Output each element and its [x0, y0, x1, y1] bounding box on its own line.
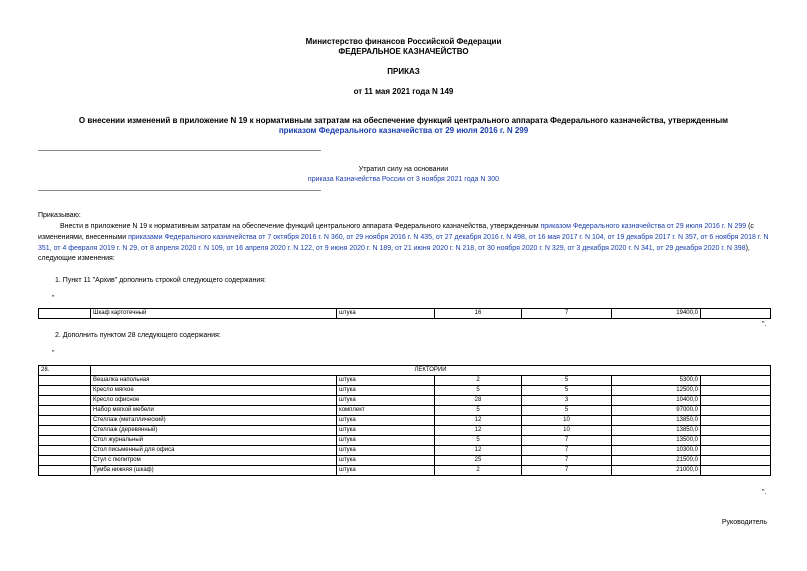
table-cell — [39, 376, 91, 386]
signature: Руководитель — [721, 519, 767, 526]
table-cell: 7 — [522, 456, 612, 466]
table-cell: 10400,0 — [612, 396, 701, 406]
close-quote: ". — [762, 321, 767, 328]
paragraph-1 — [38, 222, 770, 265]
table-cell: штука — [337, 396, 435, 406]
table-cell: Кресло офисное — [91, 396, 337, 406]
table-cell: 13850,0 — [612, 416, 701, 426]
table-cell: комплект — [337, 406, 435, 416]
table-cell: 5 — [522, 386, 612, 396]
table-cell — [39, 436, 91, 446]
status-note-line1: Утратил силу на основании — [358, 166, 449, 173]
table-row — [39, 466, 771, 476]
table-cell — [39, 396, 91, 406]
table-cell — [39, 446, 91, 456]
divider — [38, 190, 321, 191]
table-cell: 16 — [435, 309, 522, 319]
treasury-name: ФЕДЕРАЛЬНОЕ КАЗНАЧЕЙСТВО — [338, 47, 469, 56]
table-lectorium — [38, 365, 771, 476]
table-cell: штука — [337, 376, 435, 386]
table-cell: Кресло мягкое — [91, 386, 337, 396]
open-quote: " — [52, 295, 55, 302]
table-row — [39, 396, 771, 406]
table-cell: 13500,0 — [612, 436, 701, 446]
table-cell — [701, 309, 771, 319]
section-number: 28. — [39, 366, 91, 376]
divider — [38, 150, 321, 151]
table-cell: 10 — [522, 416, 612, 426]
table-cell: 10 — [522, 426, 612, 436]
table-cell: Стеллаж (металлический) — [91, 416, 337, 426]
table-row — [39, 436, 771, 446]
table-cell: 21500,0 — [612, 456, 701, 466]
table-cell — [39, 426, 91, 436]
table-cell: штука — [337, 436, 435, 446]
table-cell — [701, 436, 771, 446]
table-row — [39, 309, 771, 319]
table-row — [39, 416, 771, 426]
doc-title: О внесении изменений в приложение N 19 к нормативным затратам на обеспечение функций центрального аппарата Федерального казначейства, утвержденным — [78, 116, 729, 125]
table-cell: 97000,0 — [612, 406, 701, 416]
close-quote: ". — [762, 489, 767, 496]
ministry-name: Министерство финансов Российской Федерации — [305, 37, 502, 46]
table-cell: штука — [337, 309, 435, 319]
table-cell — [701, 466, 771, 476]
table-cell: 5 — [522, 376, 612, 386]
table-cell: Вешалка напольная — [91, 376, 337, 386]
table-row — [39, 426, 771, 436]
table-cell: 5 — [435, 436, 522, 446]
table-cell: штука — [337, 416, 435, 426]
table-cell: 2 — [435, 376, 522, 386]
table-cell: Стул с пюпитром — [91, 456, 337, 466]
table-cell: 13850,0 — [612, 426, 701, 436]
table-cell: 3 — [522, 396, 612, 406]
table-cell: Стеллаж (деревянный) — [91, 426, 337, 436]
table-cell: штука — [337, 386, 435, 396]
table-cell: 7 — [522, 446, 612, 456]
order-word: Приказываю: — [38, 212, 81, 219]
table-cell — [39, 456, 91, 466]
table-cell: 7 — [522, 436, 612, 446]
table-row — [39, 376, 771, 386]
item-1: 1. Пункт 11 "Архив" дополнить строкой следующего содержания: — [55, 277, 267, 284]
table-cell — [701, 446, 771, 456]
table-cell: 5 — [435, 386, 522, 396]
table-cell: Стол журнальный — [91, 436, 337, 446]
section-title: ЛЕКТОРИЙ — [91, 366, 771, 376]
table-cell: Тумба нижняя (шкаф) — [91, 466, 337, 476]
table-cell: 28 — [435, 396, 522, 406]
table-row — [39, 366, 771, 376]
table-cell: 25 — [435, 456, 522, 466]
table-cell: Набор мягкой мебели — [91, 406, 337, 416]
table-cell: штука — [337, 456, 435, 466]
doc-title-link[interactable]: приказом Федерального казначейства от 29 июля 2016 г. N 299 — [278, 126, 529, 135]
order-link[interactable]: приказом Федерального казначейства от 29 июля 2016 г. N 299 — [540, 223, 747, 230]
amendments-link[interactable]: приказами Федерального казначейства от 7 октября 2016 г. N 360, от 29 ноября 2016 г. N 435, от 27 декабря 2016 г. N 498, от 16 мая 2017 г. N 104, от 19 декабря 2017 г. N 357, от 6 ноября 2018 г. N 351, от 4 февраля 2019 г. N 29, от 8 апреля 2020 г. N 109, от 16 апреля 2020 г. N 122, от 9 июня 2020 г. N 189, от 21 июня 2020 г. N 218, от 30 ноября 2020 г. N 329, от 3 декабря 2020 г. N 341, от 29 декабря 2020 г. N 398 — [38, 233, 769, 252]
table-cell: 7 — [522, 309, 612, 319]
paragraph-text: ), следующие изменения: — [38, 244, 750, 263]
table-cell: 10300,0 — [612, 446, 701, 456]
table-row — [39, 446, 771, 456]
table-cell: 2 — [435, 466, 522, 476]
table-cell — [701, 416, 771, 426]
table-row — [39, 386, 771, 396]
paragraph-text: (с изменениями, внесенными — [38, 223, 754, 241]
table-cell: 7 — [522, 466, 612, 476]
table-row — [39, 406, 771, 416]
table-cell — [39, 309, 91, 319]
doc-date-number: от 11 мая 2021 года N 149 — [353, 87, 454, 96]
table-cell: 19400,0 — [612, 309, 701, 319]
paragraph-text: Внести в приложение N 19 к нормативным затратам на обеспечение функций центрального аппарата Федерального казначейства, утвержденным — [60, 223, 541, 230]
table-cell: 5 — [522, 406, 612, 416]
item-2: 2. Дополнить пунктом 28 следующего содержания: — [55, 332, 221, 339]
doc-type: ПРИКАЗ — [387, 67, 420, 76]
status-note-link[interactable]: приказа Казначейства России от 3 ноября 2021 года N 300 — [307, 176, 500, 183]
table-cell: 12500,0 — [612, 386, 701, 396]
table-cell: 12 — [435, 416, 522, 426]
table-row — [39, 456, 771, 466]
table-cell: штука — [337, 446, 435, 456]
table-cell — [39, 406, 91, 416]
table-cell: штука — [337, 426, 435, 436]
table-cell: 5300,0 — [612, 376, 701, 386]
table-cell — [701, 386, 771, 396]
table-cell — [701, 406, 771, 416]
open-quote: " — [52, 350, 55, 357]
table-cell: штука — [337, 466, 435, 476]
table-cell — [39, 466, 91, 476]
table-cell — [701, 456, 771, 466]
table-cell — [701, 396, 771, 406]
table-cell: 21000,0 — [612, 466, 701, 476]
table-cell — [39, 386, 91, 396]
table-cell: 12 — [435, 426, 522, 436]
table-cell — [701, 426, 771, 436]
table-cell: 5 — [435, 406, 522, 416]
table-cell: Стол письменный для офиса — [91, 446, 337, 456]
table-cell — [701, 376, 771, 386]
table-cell: 12 — [435, 446, 522, 456]
table-cell: Шкаф картотечный — [91, 309, 337, 319]
table-cell — [39, 416, 91, 426]
table-archive — [38, 308, 771, 319]
